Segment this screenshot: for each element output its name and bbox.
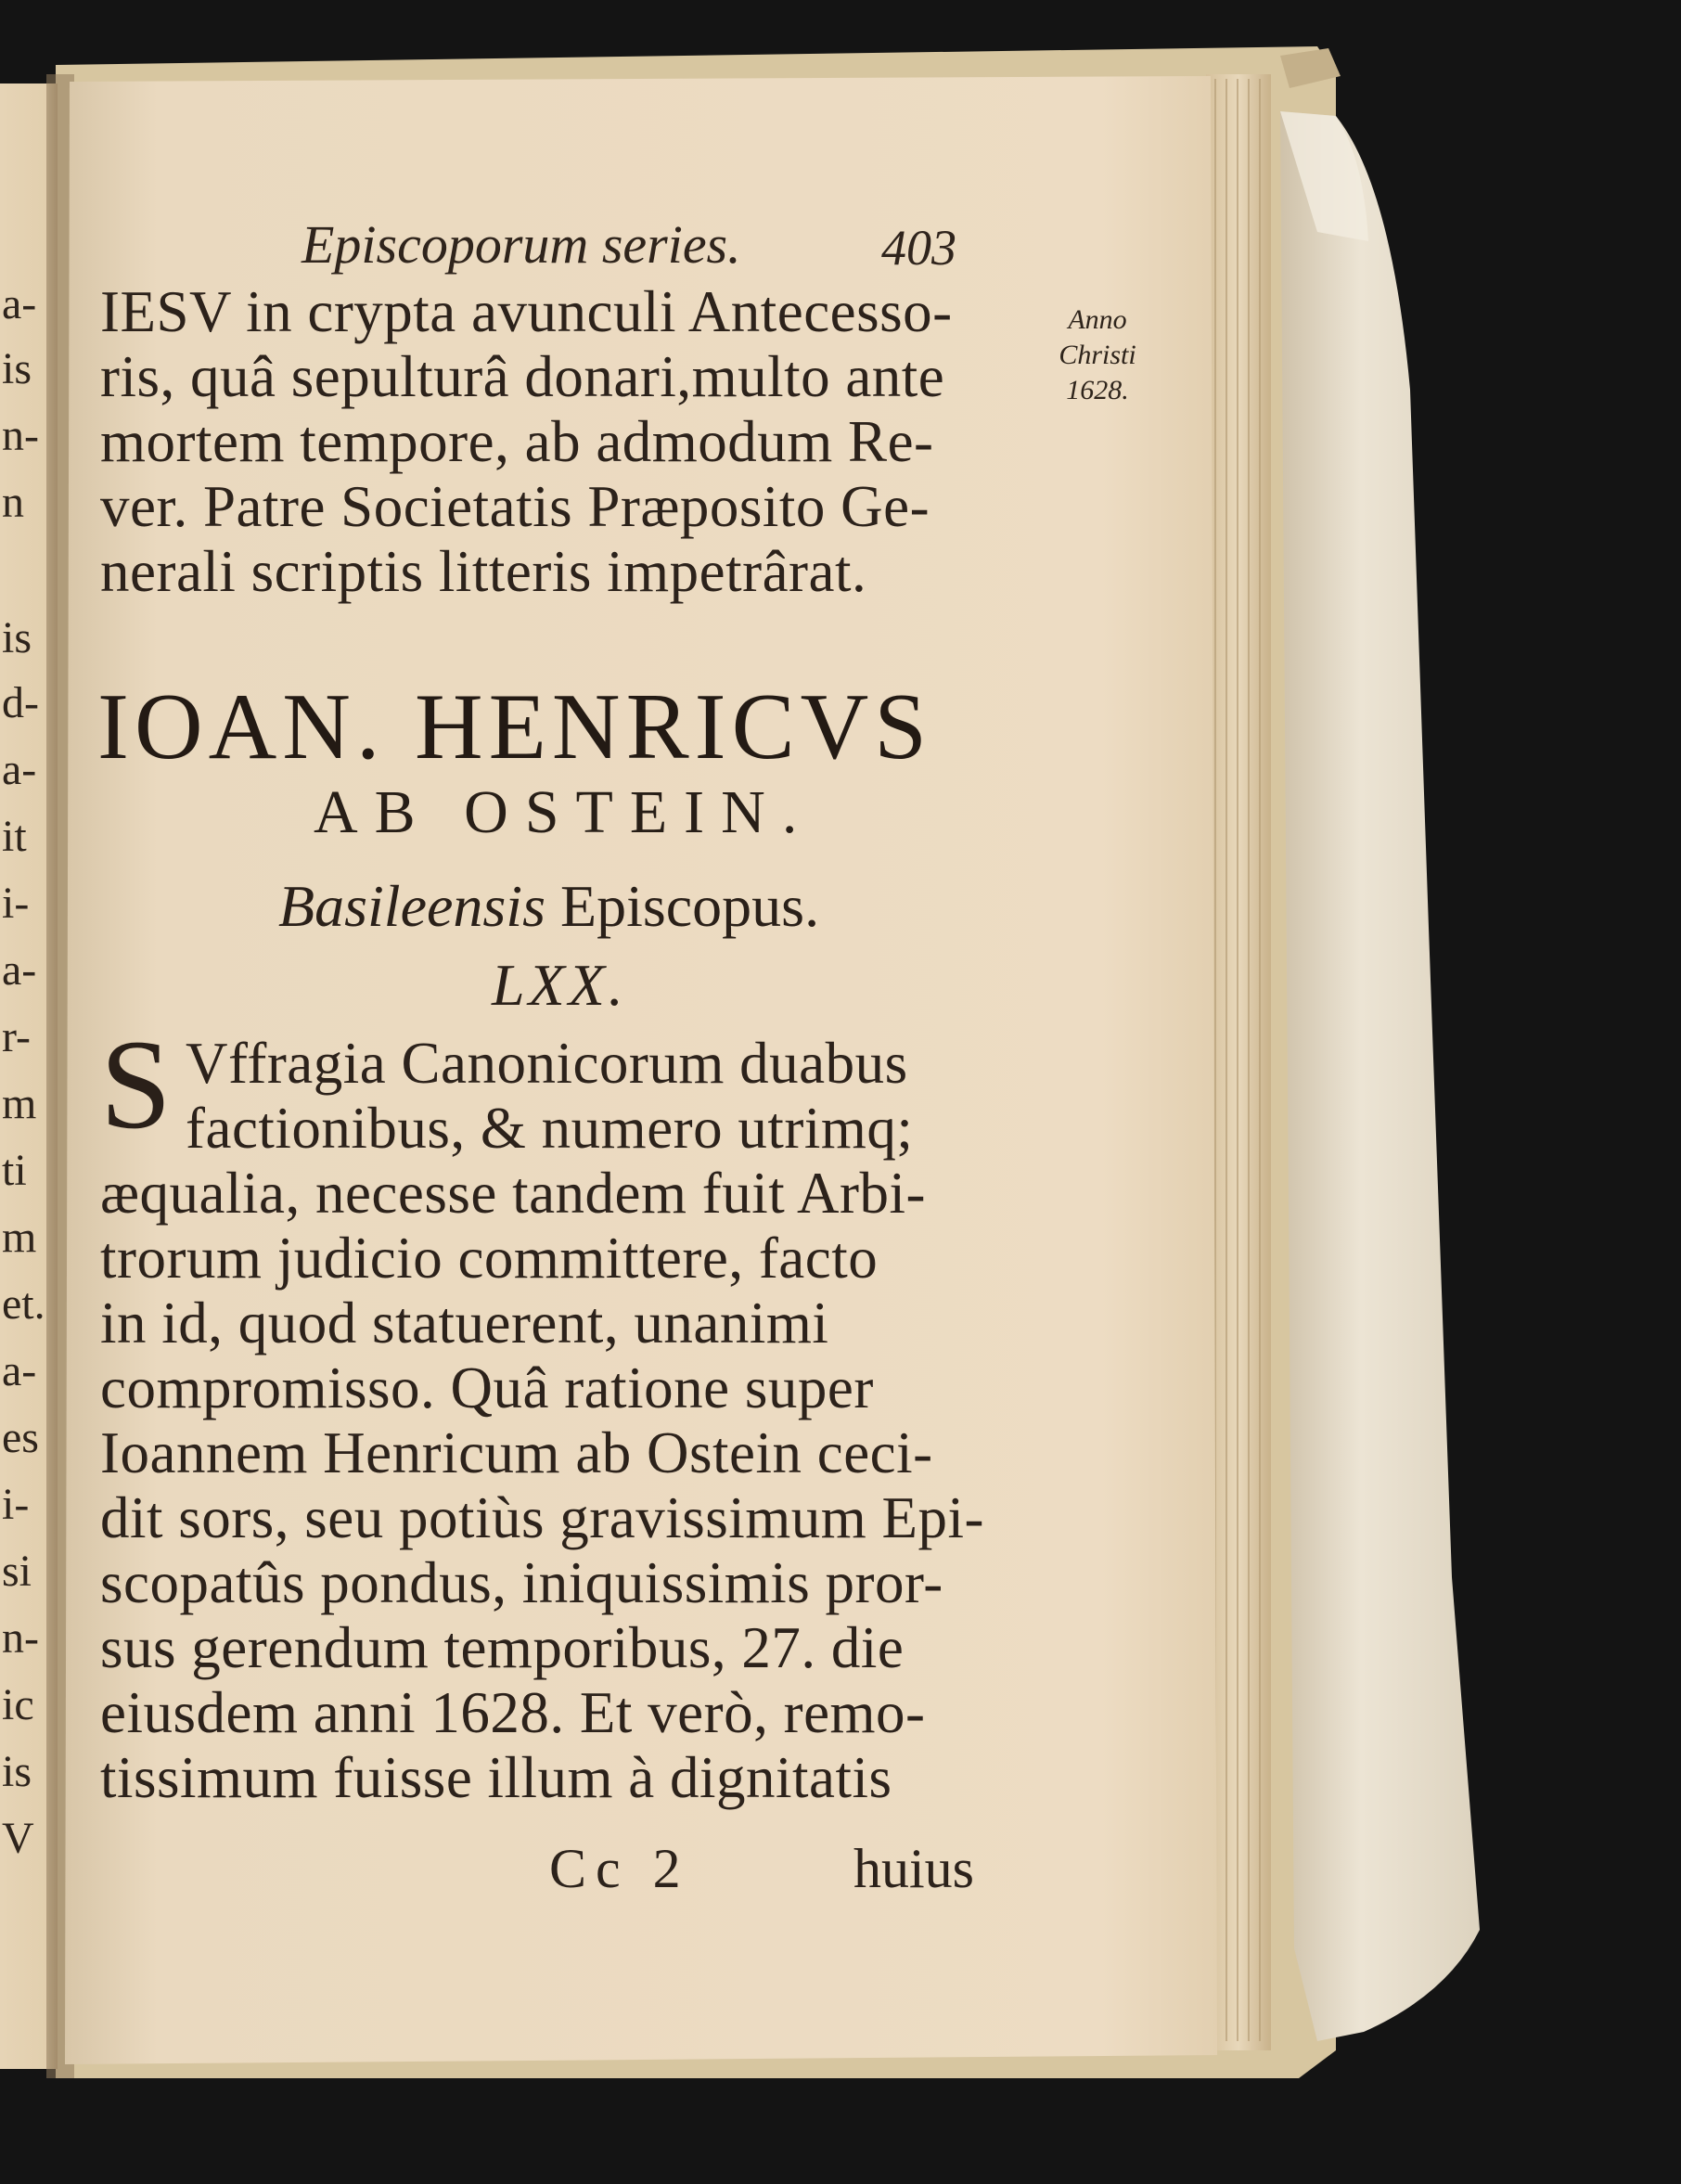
left-fragment: is — [2, 613, 32, 662]
left-fragment: ti — [2, 1146, 27, 1195]
drop-cap: S — [100, 1013, 172, 1155]
left-fragment: a- — [2, 1346, 37, 1395]
text-line: dit sors, seu potiùs gravissimum Epi- — [100, 1485, 984, 1550]
left-fragment: n — [2, 478, 24, 527]
text-line: in id, quod statuerent, unanimi — [100, 1291, 829, 1355]
left-fragment: es — [2, 1413, 39, 1462]
role-see: Basileensis — [278, 873, 545, 939]
left-fragment: a- — [2, 745, 37, 794]
left-fragment: ic — [2, 1680, 34, 1729]
left-fragment: V — [2, 1814, 34, 1863]
left-fragment: si — [2, 1547, 32, 1596]
page-number: 403 — [881, 220, 956, 276]
left-fragment: d- — [2, 678, 39, 727]
text-line: IESV in crypta avunculi Antecesso- — [100, 279, 953, 344]
left-fragment: et. — [2, 1279, 45, 1329]
left-fragment: r- — [2, 1012, 32, 1061]
text-line: Ioannem Henricum ab Ostein ceci- — [100, 1420, 933, 1485]
catchword: huius — [853, 1838, 975, 1899]
text-line: ris, quâ sepulturâ donari,multo ante — [100, 344, 945, 409]
text-line: æqualia, necesse tandem fuit Arbi- — [100, 1161, 926, 1226]
marginal-line: 1628. — [1066, 375, 1129, 405]
marginal-line: Christi — [1059, 340, 1136, 370]
left-fragment: a- — [2, 945, 37, 995]
text-line: trorum judicio committere, facto — [100, 1226, 879, 1291]
text-line: mortem tempore, ab admodum Re- — [100, 409, 934, 474]
running-head — [199, 213, 1016, 278]
marginal-note — [1028, 304, 1167, 410]
text-line: eiusdem anni 1628. Et verò, remo- — [100, 1680, 926, 1745]
text-line: factionibus, & numero utrimq; — [186, 1096, 914, 1161]
left-fragment: i- — [2, 1480, 30, 1529]
marginal-line: Anno — [1068, 304, 1127, 335]
bishop-name: IOAN. HENRICVS — [97, 674, 932, 779]
text-line: compromisso. Quâ ratione super — [100, 1355, 874, 1420]
bishop-role — [278, 872, 819, 941]
text-line: sus gerendum temporibus, 27. die — [100, 1615, 905, 1680]
running-head-title: Episcoporum series. — [302, 214, 741, 275]
text-line: scopatûs pondus, iniquissimis pror- — [100, 1550, 943, 1615]
left-fragment: n- — [2, 1613, 39, 1663]
left-fragment: a- — [2, 279, 37, 328]
text-line: Vffragia Canonicorum duabus — [186, 1031, 908, 1096]
text-line: nerali scriptis litteris impetrârat. — [100, 539, 867, 604]
left-fragment: m — [2, 1079, 37, 1128]
left-fragment: is — [2, 344, 32, 393]
left-fragment: m — [2, 1213, 37, 1262]
bishop-surname: AB OSTEIN. — [314, 778, 815, 846]
role-title: Episcopus. — [545, 873, 820, 939]
text-line: tissimum fuisse illum à dignitatis — [100, 1745, 892, 1810]
left-fragment: is — [2, 1747, 32, 1796]
left-fragment: it — [2, 812, 27, 861]
signature-mark: Cc 2 — [549, 1838, 690, 1899]
bishop-number: LXX. — [492, 952, 627, 1018]
left-fragment: i- — [2, 879, 30, 928]
text-line: ver. Patre Societatis Præposito Ge- — [100, 474, 930, 539]
left-fragment: n- — [2, 411, 39, 460]
